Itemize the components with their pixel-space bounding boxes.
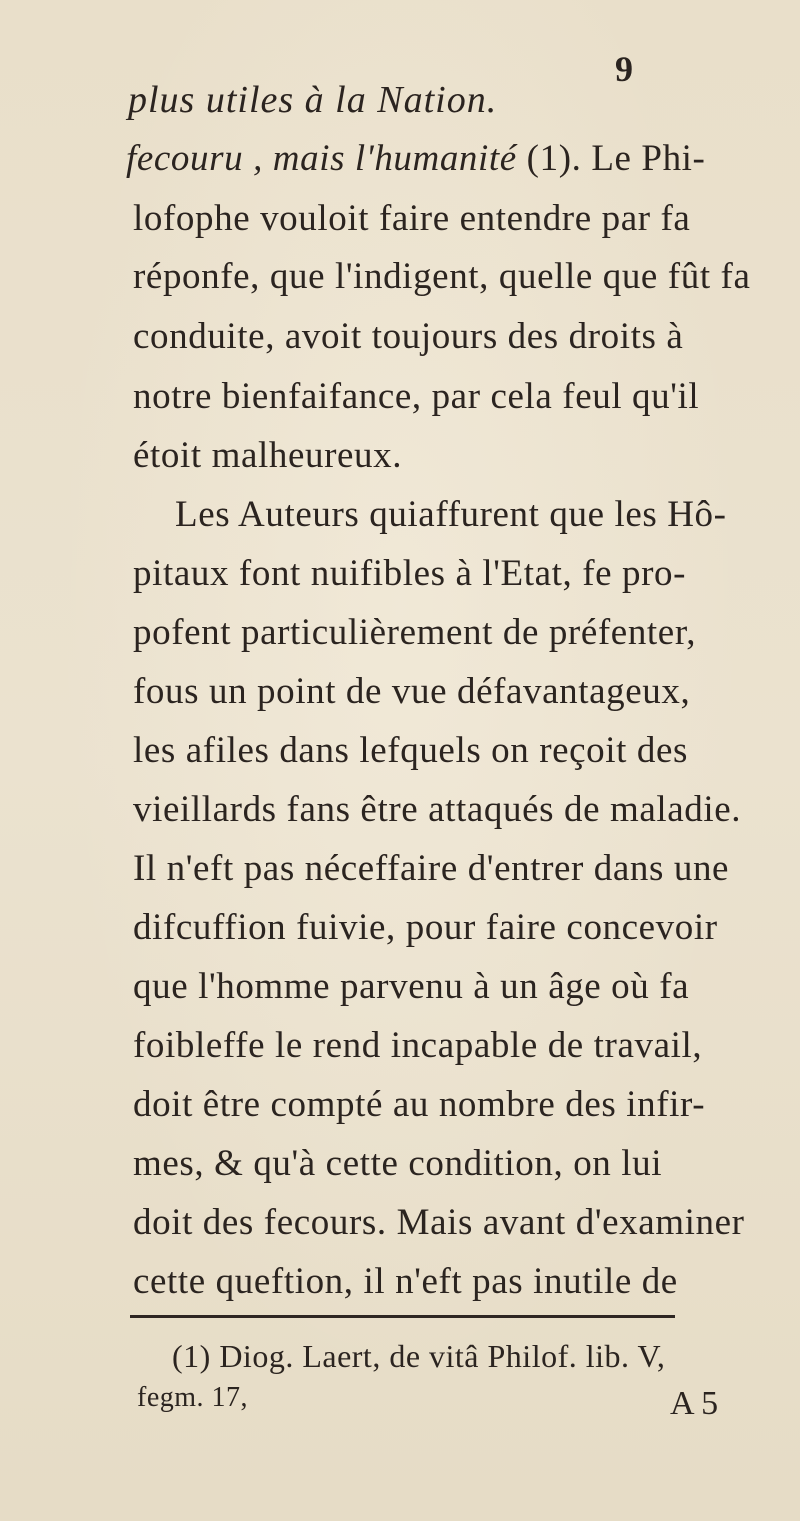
text-line: fous un point de vue défavantageux, xyxy=(133,671,691,712)
text-line: cette queftion, il n'eft pas inutile de xyxy=(133,1261,678,1302)
text-line: pitaux font nuifibles à l'Etat, fe pro- xyxy=(133,553,687,594)
text-line: conduite, avoit toujours des droits à xyxy=(133,316,684,357)
text-line: difcuffion fuivie, pour faire concevoir xyxy=(133,907,718,948)
text-line xyxy=(126,140,705,177)
text-line: pofent particulièrement de préfenter, xyxy=(133,612,697,653)
text-line: étoit malheureux. xyxy=(133,435,403,476)
italic-phrase: fecouru , mais l'humanité xyxy=(126,138,517,179)
text-line: que l'homme parvenu à un âge où fa xyxy=(133,966,690,1007)
text-line: les afiles dans lefquels on reçoit des xyxy=(133,730,689,771)
footnote-line: (1) Diog. Laert, de vitâ Philof. lib. V, xyxy=(172,1338,666,1374)
text-line: lofophe vouloit faire entendre par fa xyxy=(133,198,691,239)
text-line: doit être compté au nombre des infir- xyxy=(133,1084,706,1125)
text-line: doit des fecours. Mais avant d'examiner xyxy=(133,1202,745,1243)
text-line: Les Auteurs quiaffurent que les Hô- xyxy=(175,494,727,535)
text-line: mes, & qu'à cette condition, on lui xyxy=(133,1143,663,1184)
text-line: vieillards fans être attaqués de maladie. xyxy=(133,789,742,830)
running-head xyxy=(0,49,800,128)
footnote-separator-rule xyxy=(130,1315,675,1318)
text-line: foibleffe le rend incapable de travail, xyxy=(133,1025,703,1066)
running-title: plus utiles à la Nation. xyxy=(128,79,498,121)
text-line: réponfe, que l'indigent, quelle que fût fa xyxy=(133,256,751,297)
text-line-rest: (1). Le Phi- xyxy=(516,138,706,179)
footnote-line: fegm. 17, xyxy=(137,1382,249,1413)
text-line: Il n'eft pas néceffaire d'entrer dans une xyxy=(133,848,730,889)
text-line: notre bienfaifance, par cela feul qu'il xyxy=(133,376,700,417)
signature-mark: A 5 xyxy=(670,1385,719,1422)
page-number: 9 xyxy=(615,49,633,89)
